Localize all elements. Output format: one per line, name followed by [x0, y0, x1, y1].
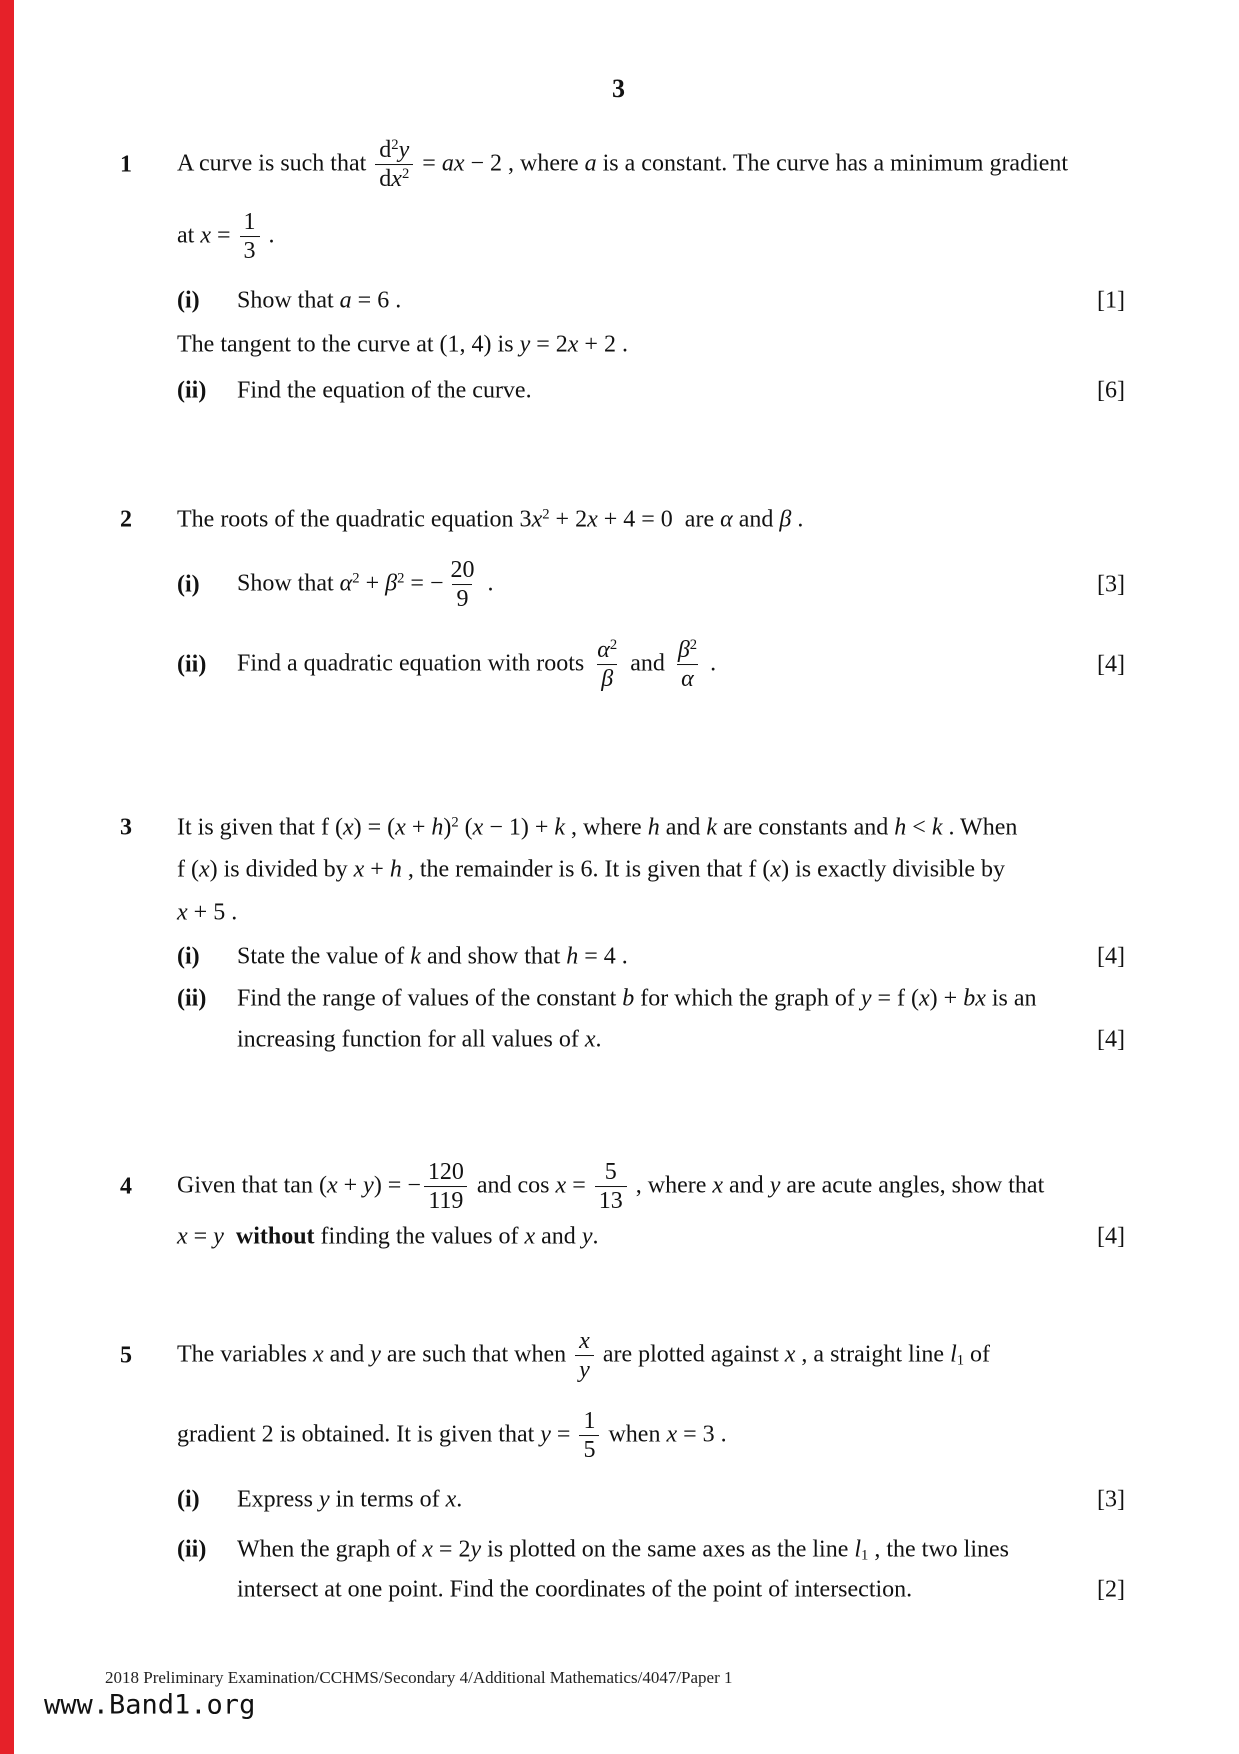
text-run: = — [566, 1172, 592, 1199]
text-run: + 2 — [549, 506, 588, 533]
italic-term: α — [681, 666, 694, 693]
italic-term: y — [581, 1223, 593, 1250]
text-run: intersect at one point. Find the coordinates of the point of intersection. — [237, 1576, 913, 1603]
italic-term: k — [554, 814, 566, 841]
text-run: = — [210, 222, 237, 249]
part-label: (i) — [177, 287, 200, 314]
italic-term: x — [445, 1486, 457, 1513]
text-run: , where — [629, 1172, 713, 1199]
text-run: . — [592, 1223, 599, 1250]
marks-badge: [4] — [1097, 1026, 1125, 1053]
text-run: ) = − — [373, 1172, 421, 1199]
text-run: 5 — [604, 1159, 617, 1186]
text-run: = — [187, 1223, 214, 1250]
text-run: The roots of the quadratic equation 3 — [177, 506, 532, 533]
fraction-denominator — [579, 1436, 599, 1464]
fraction-denominator — [452, 585, 472, 613]
question-number: 3 — [120, 814, 132, 841]
text-run: are plotted against — [596, 1341, 785, 1368]
italic-term: x — [353, 856, 365, 883]
italic-term: y — [213, 1223, 224, 1250]
italic-term: x — [531, 506, 543, 533]
marks-badge: [1] — [1097, 287, 1125, 314]
part-label: (ii) — [177, 377, 207, 404]
text-run: Find the range of values of the constant — [237, 985, 623, 1012]
marks-badge: [3] — [1097, 1486, 1125, 1513]
text-run: − 1) + — [483, 814, 555, 841]
text-run: gradient 2 is obtained. It is given that — [177, 1421, 541, 1448]
text-run: = — [416, 150, 442, 177]
line-content — [237, 378, 532, 405]
text-run: A curve is such that — [177, 150, 373, 177]
italic-term: x — [784, 1341, 796, 1368]
fraction-numerator — [424, 1159, 468, 1186]
italic-term: x — [177, 899, 188, 926]
text-run: ( — [458, 814, 473, 841]
text-run: finding the values of — [314, 1223, 525, 1250]
page-number: 3 — [612, 74, 625, 103]
superscript: 2 — [451, 814, 459, 831]
line-content — [237, 944, 628, 971]
marks-badge: [2] — [1097, 1576, 1125, 1603]
text-run: 9 — [456, 586, 469, 613]
text-run: ) = ( — [353, 814, 396, 841]
fraction-numerator — [593, 637, 621, 664]
fraction-denominator — [575, 1356, 594, 1384]
text-run: in terms of — [329, 1486, 446, 1513]
italic-term: y — [769, 1172, 781, 1199]
fraction-numerator — [575, 1328, 594, 1355]
fraction-numerator — [375, 137, 413, 164]
italic-term: k — [931, 814, 943, 841]
text-run: and show that — [420, 943, 567, 970]
question-number: 1 — [120, 151, 132, 178]
text-run: The tangent to the curve at (1, 4) is — [177, 331, 520, 358]
text-run: = 3 . — [677, 1421, 727, 1448]
text-run: d — [379, 137, 392, 164]
part-label: (ii) — [177, 651, 207, 678]
text-run: It is given that f ( — [177, 814, 343, 841]
line-content — [237, 288, 401, 315]
fraction — [579, 1408, 599, 1464]
text-run: and — [535, 1223, 582, 1250]
subscript: 1 — [861, 1547, 869, 1564]
text-run: are acute angles, show that — [780, 1172, 1045, 1199]
text-run: Find a quadratic equation with roots — [237, 650, 591, 677]
fraction — [595, 1159, 627, 1215]
fraction-denominator — [597, 665, 617, 693]
text-run: Given that tan ( — [177, 1172, 327, 1199]
fraction-numerator — [240, 209, 260, 236]
red-edge-bar — [0, 0, 14, 1754]
text-run: , where — [565, 814, 648, 841]
text-run: Find the equation of the curve. — [237, 377, 532, 404]
part-label: (i) — [177, 943, 200, 970]
marks-badge: [4] — [1097, 943, 1125, 970]
text-run: ) + — [929, 985, 964, 1012]
fraction-denominator — [595, 1187, 627, 1215]
line-content — [237, 1577, 912, 1604]
part-label: (i) — [177, 571, 200, 598]
part-label: (i) — [177, 1486, 200, 1513]
text-run: ) — [443, 814, 452, 841]
text-run: + 2 . — [578, 331, 628, 358]
text-run: . — [704, 650, 717, 677]
italic-term: x — [584, 1026, 596, 1053]
italic-term: β — [385, 570, 398, 597]
text-run: . — [791, 506, 804, 533]
italic-term: x — [587, 506, 598, 533]
line-content — [237, 1537, 1009, 1564]
italic-term: a — [584, 150, 597, 177]
italic-term: x — [312, 1341, 324, 1368]
question-number: 2 — [120, 506, 132, 533]
italic-term: x — [666, 1421, 678, 1448]
text-run: . When — [942, 814, 1018, 841]
text-run: is a constant. The curve has a minimum gradient — [596, 150, 1069, 177]
superscript: 2 — [397, 570, 405, 587]
fraction — [674, 637, 701, 693]
text-run: is plotted on the same axes as the line — [481, 1536, 855, 1563]
text-run: 119 — [428, 1188, 464, 1215]
italic-term: β — [779, 506, 792, 533]
text-run: d — [379, 166, 392, 193]
text-run: are constants and — [717, 814, 895, 841]
footer-text: 2018 Preliminary Examination/CCHMS/Secondary 4/Additional Mathematics/4047/Paper 1 — [105, 1668, 733, 1687]
fraction — [446, 557, 478, 613]
bold-term: without — [235, 1223, 315, 1250]
fraction — [424, 1159, 468, 1215]
fraction-denominator — [375, 165, 413, 193]
text-run: . — [595, 1026, 602, 1053]
text-run: 1 — [583, 1408, 596, 1435]
text-run: and — [723, 1172, 770, 1199]
text-run: . — [481, 570, 494, 597]
text-run: 5 — [583, 1437, 596, 1464]
line-content — [177, 332, 628, 359]
text-run: of — [964, 1341, 991, 1368]
marks-badge: [6] — [1097, 377, 1125, 404]
line-content — [177, 857, 1005, 884]
line-content — [177, 1408, 727, 1464]
text-run: = 2 — [432, 1536, 471, 1563]
italic-term: x — [567, 331, 579, 358]
text-run: + — [364, 856, 390, 883]
line-content — [237, 986, 1037, 1013]
fraction-numerator — [446, 557, 478, 584]
italic-term: y — [860, 985, 872, 1012]
italic-term: k — [410, 943, 421, 970]
italic-term: x — [555, 1172, 567, 1199]
text-run: and cos — [470, 1172, 556, 1199]
italic-term: x — [422, 1536, 433, 1563]
line-content — [177, 209, 275, 265]
line-content — [177, 1328, 990, 1384]
text-run: State the value of — [237, 943, 411, 970]
italic-term: b — [963, 985, 976, 1012]
text-run: Show that — [237, 287, 340, 314]
text-run: = − — [404, 570, 444, 597]
italic-term: y — [470, 1536, 482, 1563]
fraction-numerator — [674, 637, 701, 664]
fraction-numerator — [601, 1159, 621, 1186]
marks-badge: [3] — [1097, 571, 1125, 598]
italic-term: x — [712, 1172, 724, 1199]
text-run: , the two lines — [868, 1536, 1010, 1563]
italic-term: h — [431, 814, 444, 841]
italic-term: x — [342, 814, 354, 841]
italic-term: α — [720, 506, 733, 533]
italic-term: h — [566, 943, 579, 970]
text-run: , a straight line — [795, 1341, 951, 1368]
fraction — [575, 1328, 594, 1384]
superscript: 2 — [689, 636, 698, 653]
text-run: and — [323, 1341, 371, 1368]
text-run: = 2 — [530, 331, 568, 358]
text-run: at — [177, 222, 201, 249]
italic-term: h — [389, 856, 402, 883]
text-run: is an — [985, 985, 1037, 1012]
text-run: and — [732, 506, 780, 533]
italic-term: x — [579, 1328, 590, 1355]
text-run: = 4 . — [578, 943, 628, 970]
text-run: when — [602, 1421, 667, 1448]
fraction — [375, 137, 413, 193]
text-run: 1 — [243, 209, 256, 236]
text-run: ) is exactly divisible by — [781, 856, 1006, 883]
italic-term: y — [579, 1357, 590, 1384]
italic-term: x — [919, 985, 930, 1012]
text-run: , the remainder is 6. It is given that f ( — [401, 856, 771, 883]
superscript: 2 — [401, 166, 410, 183]
fraction — [240, 209, 260, 265]
fraction — [593, 637, 621, 693]
text-run: ) is divided by — [209, 856, 354, 883]
text-run: + 5 . — [187, 899, 238, 926]
superscript: 2 — [609, 636, 618, 653]
line-content — [177, 1159, 1044, 1215]
italic-term: a — [339, 287, 352, 314]
text-run: When the graph of — [237, 1536, 423, 1563]
fraction-denominator — [424, 1187, 467, 1215]
line-content — [177, 1224, 598, 1251]
text-run: = — [550, 1421, 577, 1448]
italic-term: x — [524, 1223, 536, 1250]
text-run: . — [456, 1486, 463, 1513]
text-run: 13 — [598, 1188, 623, 1215]
text-run: and — [624, 650, 671, 677]
text-run: 3 — [243, 238, 256, 265]
part-label: (ii) — [177, 1536, 207, 1563]
italic-term: x — [200, 222, 211, 249]
italic-term: h — [647, 814, 660, 841]
line-content — [177, 815, 1017, 842]
superscript: 2 — [391, 136, 399, 153]
text-run: and — [659, 814, 707, 841]
italic-term: y — [519, 331, 531, 358]
line-content — [177, 137, 1068, 193]
fraction-numerator — [579, 1408, 599, 1435]
text-run: 120 — [427, 1159, 464, 1186]
superscript: 2 — [542, 506, 550, 523]
line-content — [177, 900, 237, 927]
text-run: + 4 = 0 are — [597, 506, 721, 533]
text-run: for which the graph of — [634, 985, 861, 1012]
italic-term: x — [326, 1172, 338, 1199]
italic-term: x — [975, 985, 986, 1012]
line-content — [237, 1487, 462, 1514]
fraction-denominator — [677, 665, 698, 693]
italic-term: x — [391, 166, 402, 193]
text-run: Show that — [237, 570, 340, 597]
marks-badge: [4] — [1097, 1223, 1125, 1250]
part-label: (ii) — [177, 985, 207, 1012]
text-run: . — [262, 222, 275, 249]
italic-term: b — [622, 985, 635, 1012]
text-run — [224, 1224, 236, 1250]
italic-term: x — [177, 1223, 188, 1250]
italic-term: x — [198, 856, 210, 883]
italic-term: y — [363, 1172, 374, 1199]
italic-term: h — [894, 814, 907, 841]
superscript: 2 — [352, 570, 360, 587]
italic-term: l — [950, 1341, 957, 1368]
italic-term: y — [318, 1486, 330, 1513]
line-content — [237, 637, 716, 693]
line-content — [237, 1027, 602, 1054]
marks-badge: [4] — [1097, 651, 1125, 678]
italic-term: x — [770, 856, 782, 883]
text-run: + — [359, 570, 386, 597]
italic-term: x — [453, 150, 465, 177]
italic-term: a — [441, 150, 454, 177]
italic-term: β — [601, 666, 614, 693]
text-run: + — [405, 814, 432, 841]
italic-term: x — [395, 814, 406, 841]
question-number: 5 — [120, 1342, 132, 1369]
text-run: = f ( — [871, 985, 920, 1012]
subscript: 1 — [956, 1352, 965, 1369]
text-run: − 2 , where — [464, 150, 585, 177]
italic-term: β — [677, 637, 690, 664]
text-run: + — [337, 1172, 364, 1199]
text-run: < — [906, 814, 932, 841]
text-run: f ( — [177, 856, 199, 883]
text-run: = 6 . — [351, 287, 402, 314]
text-run: The variables — [177, 1341, 313, 1368]
text-run: are such that when — [380, 1341, 573, 1368]
fraction-denominator — [240, 237, 260, 265]
italic-term: l — [854, 1536, 862, 1563]
italic-term: x — [472, 814, 484, 841]
question-number: 4 — [120, 1173, 132, 1200]
italic-term: y — [540, 1421, 551, 1448]
text-run: increasing function for all values of — [237, 1026, 585, 1053]
text-run: 20 — [450, 557, 475, 584]
line-content — [177, 507, 803, 534]
italic-term: α — [339, 570, 353, 597]
watermark-text: www.Band1.org — [44, 1689, 256, 1721]
italic-term: α — [597, 637, 610, 664]
italic-term: y — [370, 1341, 381, 1368]
text-run: Express — [237, 1486, 319, 1513]
italic-term: k — [706, 814, 717, 841]
line-content — [237, 557, 493, 613]
italic-term: y — [398, 137, 410, 164]
